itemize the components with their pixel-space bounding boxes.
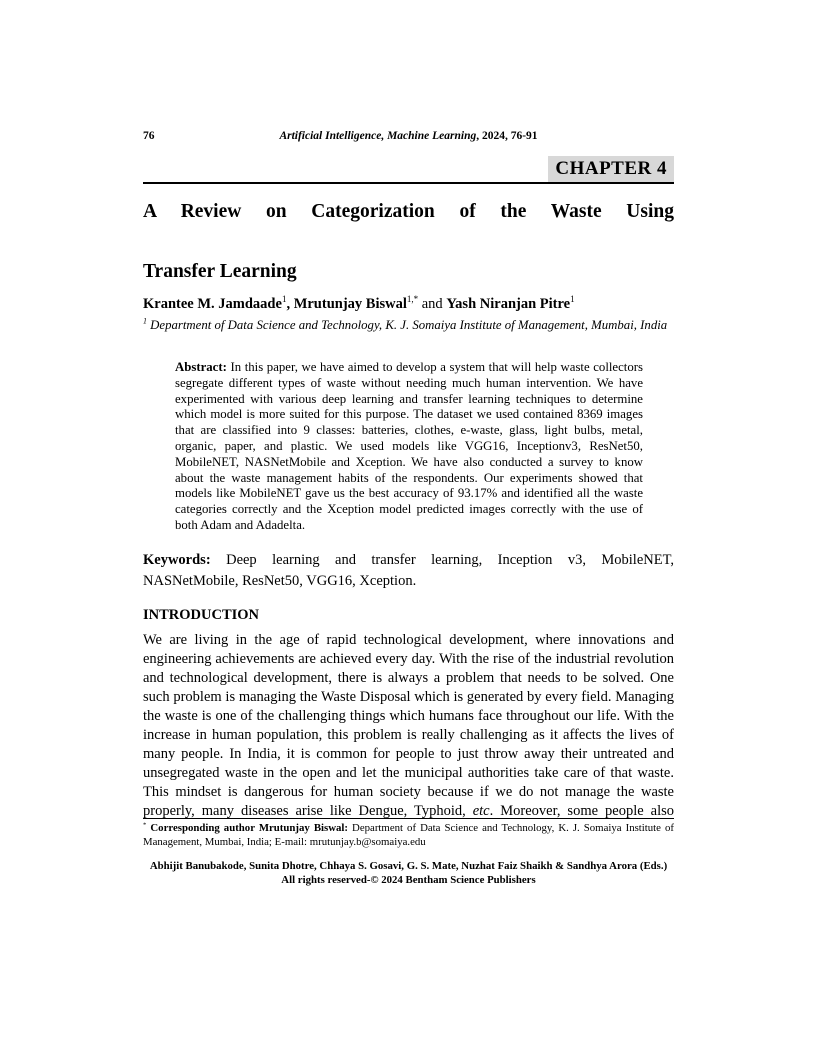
abstract-text: In this paper, we have aimed to develop a system that will help waste collectors segregate different types of waste without needing much human intervention. We have experimented with various deep learning and transfer learning techniques to determine which model is more suited for this purpose. The dataset we used contained 8369 images that are classified into 9 classes: batteries, clothes, e-waste, glass, light bulbs, metal, organic, paper, and plastic. We used models like VGG16, Inceptionv3, ResNet50, MobileNET, NASNetMobile and Xception. We have also conducted a survey to know about the waste management habits of the respondents. Our experiments showed that models like MobileNET gave us the best accuracy of 93.17% and identified all the waste categories correctly and the Xception model predicted images correctly with the use of both Adam and Adadelta. (175, 360, 643, 532)
running-head (143, 129, 674, 143)
keywords-text: Deep learning and transfer learning, Inception v3, MobileNET, NASNetMobile, ResNet50, VGG16, Xception. (143, 551, 674, 589)
footnote-text: Department of Data Science and Technology, K. J. Somaiya Institute of Management, Mumbai, India; E-mail: mrutunjay.b@somaiya.edu (143, 822, 674, 848)
author-1: Krantee M. Jamdaade (143, 296, 282, 312)
author-3-affiliation-marker: 1 (570, 294, 575, 305)
journal-title: Artificial Intelligence, Machine Learning (279, 130, 477, 142)
introduction-etc-italic: etc (472, 803, 490, 820)
chapter-header-rule (143, 156, 674, 184)
author-separator: , (286, 296, 294, 312)
abstract (175, 360, 643, 534)
author-2: Mrutunjay Biswal (293, 296, 407, 312)
affiliation-marker: 1 (143, 316, 147, 326)
author-2-affiliation-marker: 1,* (406, 294, 419, 305)
footnote-label: Corresponding author Mrutunjay Biswal: (146, 822, 349, 834)
introduction-paragraph (143, 631, 674, 821)
affiliation-text: Department of Data Science and Technology, K. J. Somaiya Institute of Management, Mumbai, India (146, 318, 668, 332)
footnote-divider (143, 818, 674, 819)
chapter-badge: CHAPTER 4 (548, 156, 674, 182)
footnote-asterisk: * (143, 821, 147, 829)
keywords (143, 550, 674, 592)
journal-reference (143, 129, 674, 143)
introduction-text-part1: We are living in the age of rapid technological development, where innovations and engineering achievements are achieved every day. With the rise of the industrial revolution and technological development, there is always a problem that needs to be solved. One such problem is managing the Waste Disposal which is generated by every field. Managing the waste is one of the challenging things which humans face throughout our life. With the increase in human population, this problem is really challenging as it affects the lives of many people. In India, it is common for people to just throw away their untreated and unsegregated waste in the open and let the municipal authorities take care of that waste. This mindset is dangerous for human society because if we do not manage the waste properly, many diseases arise like Dengue, Typhoid, (143, 632, 674, 820)
page-number: 76 (143, 130, 155, 142)
editors-line: Abhijit Banubakode, Sunita Dhotre, Chhaya S. Gosavi, G. S. Mate, Nuzhat Faiz Shaikh & Sandhya Arora (Eds.) (149, 860, 668, 872)
publisher-block (143, 859, 674, 887)
page-footer (143, 818, 674, 887)
page-content (143, 0, 674, 821)
author-3: Yash Niranjan Pitre (446, 296, 571, 312)
journal-issue-pages: , 2024, 76-91 (476, 130, 538, 142)
keywords-label: Keywords: (143, 551, 211, 568)
author-1-affiliation-marker: 1 (281, 294, 287, 305)
introduction-heading: INTRODUCTION (143, 607, 260, 624)
chapter-title (143, 197, 674, 287)
author-conjunction: and (418, 296, 447, 312)
chapter-title-line2: Transfer Learning (143, 261, 297, 282)
rights-line: All rights reserved-© 2024 Bentham Science Publishers (281, 874, 536, 886)
affiliation (143, 317, 674, 334)
authors-line (143, 295, 674, 313)
corresponding-author-footnote (143, 822, 674, 849)
introduction-text-part2: . Moreover, some people also (489, 803, 674, 820)
chapter-title-line1: A Review on Categorization of the Waste Using (143, 201, 674, 222)
abstract-label: Abstract: (175, 360, 227, 374)
